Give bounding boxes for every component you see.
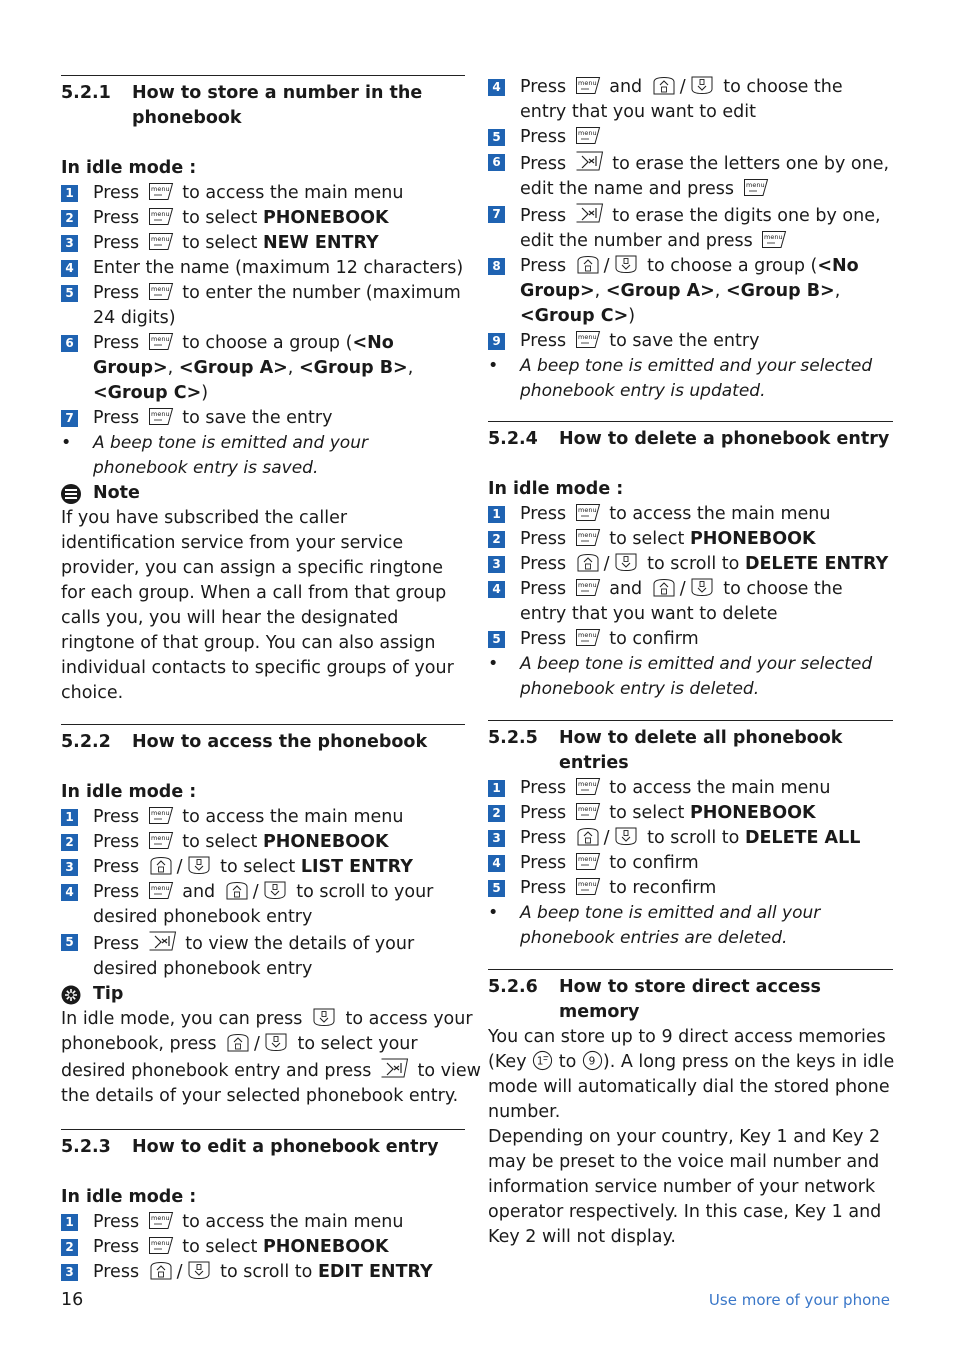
- step-3: 3 Press / to scroll to DELETE ALL: [488, 826, 893, 851]
- section-title: How to access the phonebook: [132, 732, 428, 752]
- right-column: [488, 75, 893, 1250]
- step-number: 6: [61, 335, 78, 352]
- step-3: 3 Press / to select LIST ENTRY: [61, 855, 465, 880]
- down-key-icon: [186, 1261, 212, 1280]
- step-4: 4 Press and / to choose the entry that you want to edit: [488, 75, 893, 125]
- menu-key-icon: [148, 282, 174, 301]
- menu-key-icon: [148, 831, 174, 850]
- result-bullet: • A beep tone is emitted and your selected phonebook entry is deleted.: [488, 654, 873, 699]
- section-5-2-6: [488, 969, 893, 1250]
- step-number: 5: [488, 631, 505, 648]
- section-number: 5.2.2: [61, 732, 111, 752]
- idle-mode-label: In idle mode :: [61, 782, 197, 802]
- step-3: 3 Press / to scroll to DELETE ENTRY: [488, 552, 893, 577]
- step-2: 2 Press to select PHONEBOOK: [61, 206, 465, 231]
- menu-key-icon: [148, 806, 174, 825]
- up-phonebook-key-icon: [224, 881, 250, 900]
- section-title: How to store a number in the phonebook: [132, 83, 423, 128]
- menu-key-icon: [148, 182, 174, 201]
- menu-key-icon: [148, 332, 174, 351]
- result-bullet: • A beep tone is emitted and your phonebook entry is saved.: [61, 433, 368, 478]
- key-9-icon: [582, 1050, 603, 1071]
- step-9: 9 Press to save the entry: [488, 329, 893, 354]
- step-number: 4: [488, 79, 505, 96]
- menu-key-icon: [575, 126, 601, 145]
- step-number: 3: [61, 235, 78, 252]
- note-icon: [61, 484, 81, 504]
- menu-key-icon: [575, 503, 601, 522]
- back-key-icon: [575, 150, 604, 172]
- step-8: 8 Press / to choose a group (<No Group>, <Group A>, <Group B>, <Group C>): [488, 254, 893, 329]
- step-number: 5: [61, 285, 78, 302]
- result-bullet: • A beep tone is emitted and your selected phonebook entry is updated.: [488, 356, 873, 401]
- step-5: 5 Press to enter the number (maximum 24 digits): [61, 281, 465, 331]
- step-number: 2: [61, 210, 78, 227]
- section-number: 5.2.4: [488, 429, 538, 449]
- menu-key-icon: [148, 881, 174, 900]
- section-heading: [61, 1130, 465, 1160]
- menu-key-icon: [148, 207, 174, 226]
- step-number: 7: [488, 206, 505, 223]
- step-number: 5: [61, 934, 78, 951]
- menu-key-icon: [148, 1211, 174, 1230]
- menu-key-icon: [575, 76, 601, 95]
- step-1: 1 Press to access the main menu: [61, 181, 465, 206]
- step-number: 7: [61, 410, 78, 427]
- step-number: 5: [488, 880, 505, 897]
- step-number: 1: [61, 185, 78, 202]
- step-number: 4: [488, 855, 505, 872]
- step-number: 1: [488, 506, 505, 523]
- step-number: 3: [488, 830, 505, 847]
- up-phonebook-key-icon: [148, 1261, 174, 1280]
- menu-key-icon: [575, 628, 601, 647]
- section-5-2-1: [61, 75, 465, 706]
- up-phonebook-key-icon: [651, 76, 677, 95]
- section-5-2-5: [488, 720, 893, 951]
- step-6: 6 Press to erase the letters one by one, edit the name and press: [488, 150, 893, 202]
- menu-key-icon: [575, 578, 601, 597]
- step-5: 5 Press to view the details of your desired phonebook entry: [61, 930, 465, 982]
- step-number: 2: [61, 834, 78, 851]
- up-phonebook-key-icon: [575, 255, 601, 274]
- down-key-icon: [689, 76, 715, 95]
- menu-key-icon: [575, 852, 601, 871]
- down-key-icon: [262, 881, 288, 900]
- section-heading: [61, 725, 465, 755]
- section-number: 5.2.3: [61, 1137, 111, 1157]
- idle-mode-label: In idle mode :: [61, 1187, 197, 1207]
- step-1: 1 Press to access the main menu: [488, 502, 893, 527]
- section-number: 5.2.1: [61, 83, 111, 103]
- step-6: 6 Press to choose a group (<No Group>, <Group A>, <Group B>, <Group C>): [61, 331, 465, 406]
- up-phonebook-key-icon: [225, 1033, 251, 1052]
- step-number: 5: [488, 129, 505, 146]
- up-phonebook-key-icon: [575, 827, 601, 846]
- up-phonebook-key-icon: [575, 553, 601, 572]
- section-title: How to delete a phonebook entry: [559, 429, 890, 449]
- up-phonebook-key-icon: [651, 578, 677, 597]
- menu-key-icon: [743, 178, 769, 197]
- section-5-2-3-continued: [488, 75, 893, 404]
- down-key-icon: [263, 1033, 289, 1052]
- step-2: 2 Press to select PHONEBOOK: [488, 527, 893, 552]
- step-1: 1 Press to access the main menu: [488, 776, 893, 801]
- tip-icon: [61, 985, 81, 1005]
- back-key-icon: [575, 202, 604, 224]
- left-column: [61, 75, 481, 1285]
- step-3: 3 Press / to scroll to EDIT ENTRY: [61, 1260, 465, 1285]
- step-number: 4: [61, 260, 78, 277]
- idle-mode-label: In idle mode :: [488, 479, 624, 499]
- down-key-icon: [613, 255, 639, 274]
- step-4: 4 Press and / to scroll to your desired phonebook entry: [61, 880, 465, 930]
- step-number: 2: [488, 805, 505, 822]
- step-5: 5 Press to reconfirm: [488, 876, 893, 901]
- step-number: 2: [488, 531, 505, 548]
- menu-key-icon: [761, 230, 787, 249]
- section-heading: [488, 422, 893, 452]
- down-key-icon: [311, 1008, 337, 1027]
- note-text: If you have subscribed the caller identification service from your service provider, you can assign a specific ringtone for each group. When a call from that group calls you, you will hear the designated ringtone of that group. You can also assign individual contacts to specific groups of your choice.: [61, 508, 454, 703]
- step-number: 9: [488, 333, 505, 350]
- section-number: 5.2.5: [488, 728, 538, 748]
- footer-chapter-link[interactable]: Use more of your phone: [708, 1291, 890, 1309]
- step-4: 4 Press to confirm: [488, 851, 893, 876]
- key-1-icon: [532, 1050, 553, 1071]
- menu-key-icon: [148, 407, 174, 426]
- section-number: 5.2.6: [488, 977, 538, 997]
- menu-key-icon: [575, 802, 601, 821]
- direct-memory-text: You can store up to 9 direct access memories (Key to ). A long press on the keys in idle mode will automatically dial the stored phone number. Depending on your country, Key 1 and Key 2 may be preset to the voice mail number and information service number of your network operator respectively. In this case, Key 1 and Key 2 will not display.: [488, 1027, 895, 1247]
- menu-key-icon: [575, 877, 601, 896]
- page-number: 16: [61, 1290, 84, 1310]
- menu-key-icon: [148, 1236, 174, 1255]
- down-key-icon: [613, 827, 639, 846]
- step-2: 2 Press to select PHONEBOOK: [61, 1235, 465, 1260]
- step-5: 5 Press: [488, 125, 893, 150]
- down-key-icon: [186, 856, 212, 875]
- step-number: 3: [61, 1264, 78, 1281]
- up-phonebook-key-icon: [148, 856, 174, 875]
- section-heading: [61, 76, 465, 131]
- step-3: 3 Press to select NEW ENTRY: [61, 231, 465, 256]
- step-number: 1: [61, 1214, 78, 1231]
- step-7: 7 Press to erase the digits one by one, edit the number and press: [488, 202, 893, 254]
- menu-key-icon: [575, 330, 601, 349]
- tip-heading: Tip: [61, 982, 465, 1007]
- note-heading: Note: [61, 481, 465, 506]
- down-key-icon: [689, 578, 715, 597]
- step-number: 4: [488, 581, 505, 598]
- step-4: 4 Enter the name (maximum 12 characters): [61, 256, 465, 281]
- menu-key-icon: [148, 232, 174, 251]
- step-number: 2: [61, 1239, 78, 1256]
- step-number: 3: [61, 859, 78, 876]
- step-2: 2 Press to select PHONEBOOK: [488, 801, 893, 826]
- section-title: How to store direct access memory: [559, 977, 821, 1022]
- step-number: 1: [488, 780, 505, 797]
- result-bullet: • A beep tone is emitted and all your phonebook entries are deleted.: [488, 903, 821, 948]
- step-number: 3: [488, 556, 505, 573]
- step-number: 6: [488, 154, 505, 171]
- step-1: 1 Press to access the main menu: [61, 1210, 465, 1235]
- menu-key-icon: [575, 528, 601, 547]
- step-number: 8: [488, 258, 505, 275]
- section-title: How to delete all phonebook entries: [559, 728, 843, 773]
- section-title: How to edit a phonebook entry: [132, 1137, 439, 1157]
- section-5-2-4: [488, 421, 893, 702]
- back-key-icon: [380, 1057, 409, 1079]
- idle-mode-label: In idle mode :: [61, 158, 197, 178]
- back-key-icon: [148, 930, 177, 952]
- menu-key-icon: [575, 777, 601, 796]
- step-1: 1 Press to access the main menu: [61, 805, 465, 830]
- down-key-icon: [613, 553, 639, 572]
- step-2: 2 Press to select PHONEBOOK: [61, 830, 465, 855]
- step-number: 4: [61, 884, 78, 901]
- step-5: 5 Press to confirm: [488, 627, 893, 652]
- step-7: 7 Press to save the entry: [61, 406, 465, 431]
- section-heading: [488, 970, 893, 1025]
- section-5-2-3: [61, 1129, 465, 1285]
- tip-text: In idle mode, you can press to access your phonebook, press / to select your desired phonebook entry and press to view the details of your selected phonebook entry.: [61, 1009, 481, 1106]
- step-4: 4 Press and / to choose the entry that you want to delete: [488, 577, 893, 627]
- step-number: 1: [61, 809, 78, 826]
- section-5-2-2: [61, 724, 481, 1109]
- section-heading: [488, 721, 893, 776]
